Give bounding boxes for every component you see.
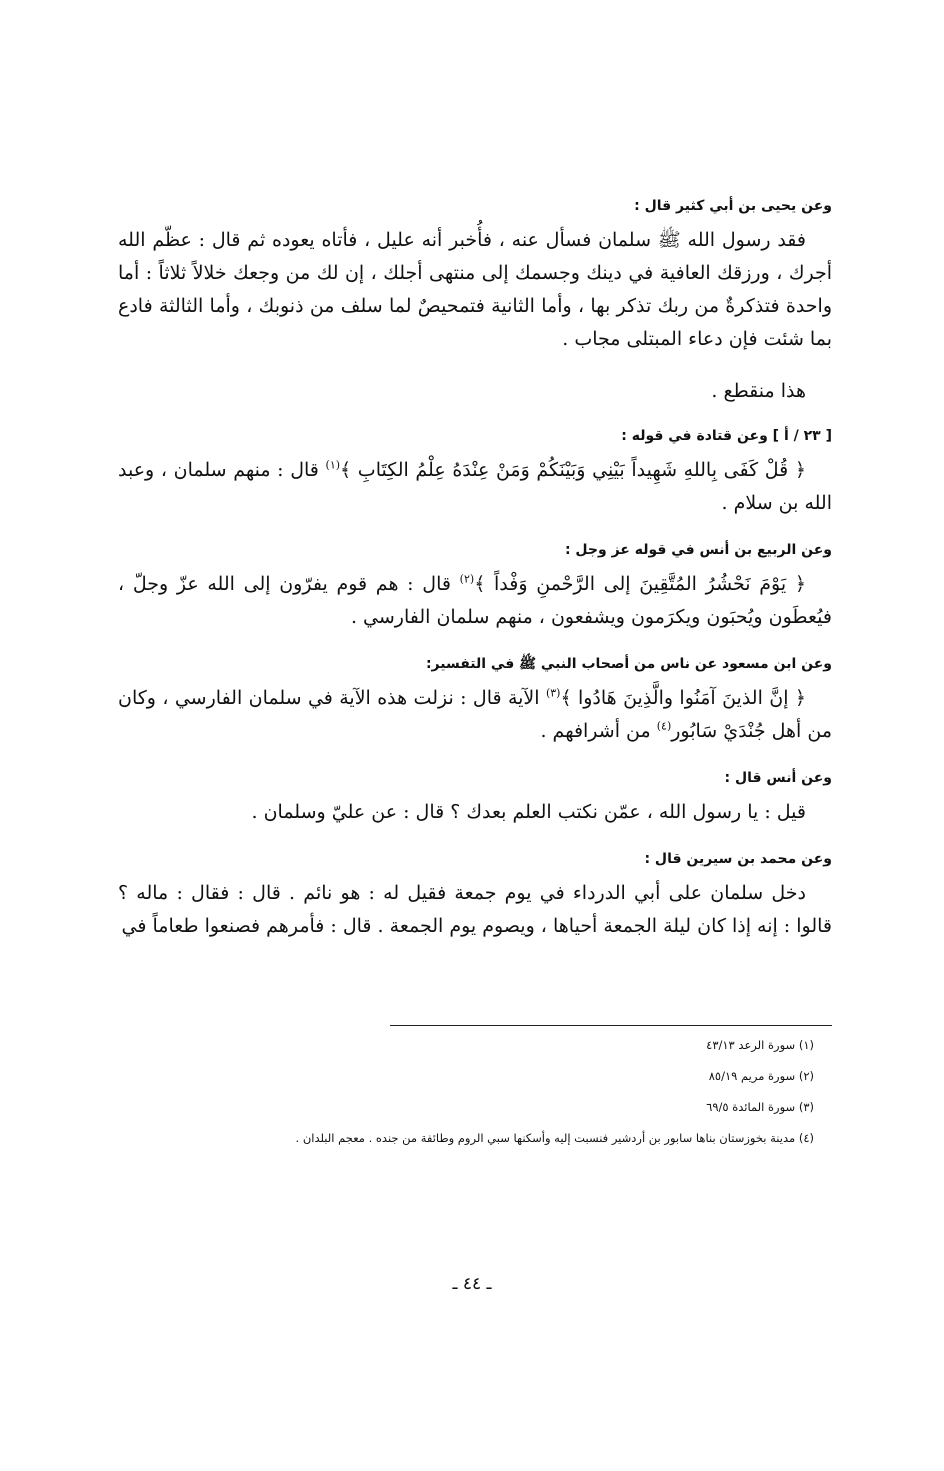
narration-paragraph: [118, 454, 832, 520]
page-body: [118, 196, 832, 963]
section-heading: وعن ابن مسعود عن ناس من أصحاب النبي ﷺ في التفسير:: [425, 656, 832, 672]
narration-text: قال : هم قوم يفرّون إلى الله عزّ وجلّ ، فيُعطَون ويُحبَون ويكرَمون ويشفعون ، منهم سلمان الفارسي .: [118, 573, 832, 628]
narration-paragraph: [118, 568, 832, 634]
page-number: ـ ٤٤ ـ: [452, 1274, 492, 1294]
section-note: [118, 376, 832, 406]
narration-paragraph: [118, 682, 832, 748]
section-ibn-masud: [118, 654, 832, 748]
section-yahya: [118, 196, 832, 356]
narration-paragraph: فقد رسول الله ﷺ سلمان فسأل عنه ، فأُخبر أنه عليل ، فأتاه يعوده ثم قال : عظّم الله أجرك ، ورزقك العافية في دينك وجسمك إلى منتهى أجلك ، إن لك من وجعك خلالاً ثلاثاً : أما واحدة فتذكرةٌ من ربك تذكر بها ، وأما الثانية فتمحيصٌ لما سلف من ذنوبك ، وأما الثالثة فادع بما شئت فإن دعاء المبتلى مجاب .: [118, 229, 832, 350]
section-anas: [118, 768, 832, 829]
footnote-divider: [390, 1025, 832, 1026]
section-ibn-sirin: [118, 849, 832, 943]
narration-text: قال : منهم سلمان ، وعبد الله بن سلام .: [118, 459, 832, 514]
footnote-item: (٣) سورة المائدة ٦٩/٥: [706, 1100, 814, 1114]
section-rabi: [118, 540, 832, 634]
section-heading: وعن يحيى بن أبي كثير قال :: [634, 198, 832, 214]
quran-verse: ﴿ قُلْ كَفَى بِاللهِ شَهِيداً بَيْنِي وَبَيْنَكُمْ وَمَنْ عِنْدَهُ عِلْمُ الكِتَابِ ﴾: [340, 459, 806, 481]
narration-text: الآية قال : نزلت هذه الآية في سلمان الفارسي ، وكان من أهل جُنْدَيْ سَابُور: [118, 687, 832, 742]
quran-verse: ﴿ يَوْمَ نَحْشُرُ المُتَّقِينَ إلى الرَّحْمنِ وَفْداً ﴾: [474, 573, 806, 595]
section-qatada: [118, 426, 832, 520]
chain-note: هذا منقطع .: [711, 380, 806, 402]
footnote-item: (١) سورة الرعد ٤٣/١٣: [706, 1038, 814, 1052]
footnote-ref: (٣): [545, 686, 561, 700]
footnote-ref: (٢): [459, 572, 475, 586]
footnote-ref: (١): [325, 458, 341, 472]
section-heading: وعن أنس قال :: [724, 770, 832, 786]
narration-paragraph: قيل : يا رسول الله ، عمّن نكتب العلم بعدك ؟ قال : عن عليّ وسلمان .: [251, 801, 806, 823]
section-heading: [ ٢٣ / أ ] وعن قتادة في قوله :: [621, 428, 832, 444]
footnote-ref: (٤): [656, 719, 672, 733]
section-heading: وعن الربيع بن أنس في قوله عز وجل :: [564, 542, 832, 558]
footnotes: [118, 1037, 814, 1147]
footnote-item: (٢) سورة مريم ٨٥/١٩: [708, 1069, 814, 1083]
section-heading: وعن محمد بن سيرين قال :: [644, 851, 832, 867]
narration-text: من أشرافهم .: [540, 720, 657, 742]
footnote-item: (٤) مدينة بخوزستان بناها سابور بن أردشير فنسبت إليه وأسكنها سبي الروم وطائفة من جنده . معجم البلدان .: [295, 1131, 814, 1145]
quran-verse: ﴿ إنَّ الذينَ آمَنُوا والَّذِينَ هَادُوا ﴾: [560, 687, 806, 709]
narration-paragraph: دخل سلمان على أبي الدرداء في يوم جمعة فقيل له : هو نائم . قال : فقال : ماله ؟ قالوا : إنه إذا كان ليلة الجمعة أحياها ، ويصوم يوم الجمعة . قال : فأمرهم فصنعوا طعاماً في: [118, 882, 832, 937]
